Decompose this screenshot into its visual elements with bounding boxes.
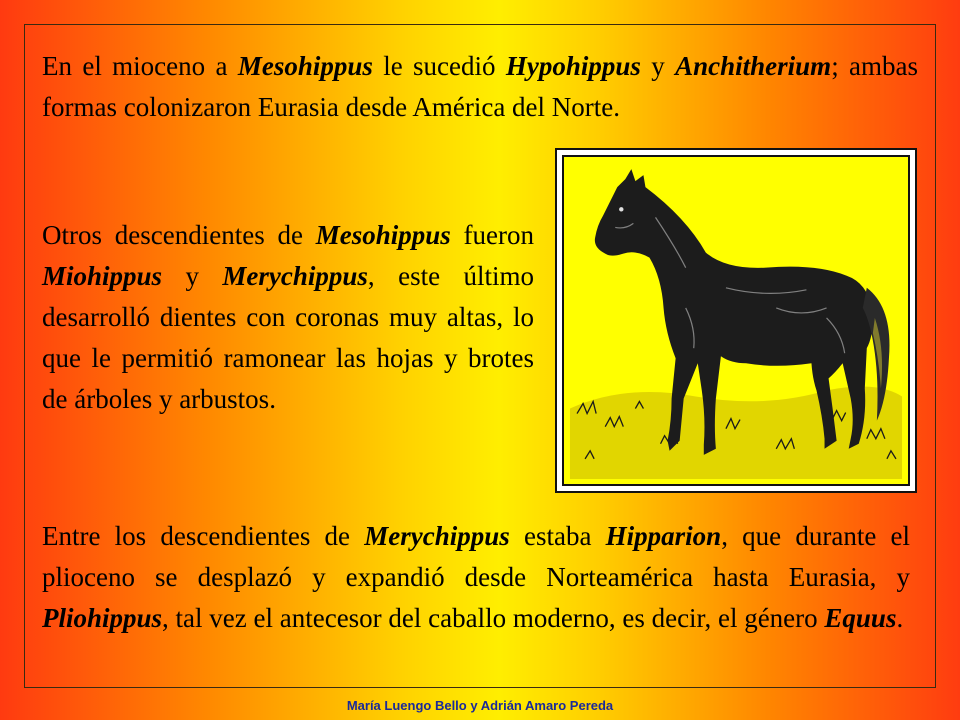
genus-name: Anchitherium xyxy=(675,51,832,81)
text-run: . xyxy=(896,603,904,633)
author-credit: María Luengo Bello y Adrián Amaro Pereda xyxy=(346,698,614,713)
paragraph-hipparion xyxy=(42,516,910,639)
text-run: le sucedió xyxy=(372,51,506,81)
paragraph-descendientes xyxy=(42,215,534,420)
text-run: , tal vez el antecesor del caballo moderno, es decir, el género xyxy=(162,603,825,633)
horse-drawing xyxy=(564,157,908,484)
genus-name: Mesohippus xyxy=(237,51,373,81)
genus-name: Hipparion xyxy=(605,521,722,551)
horse-illustration xyxy=(555,148,917,493)
paragraph-mioceno xyxy=(42,46,918,128)
genus-name: Hypohippus xyxy=(505,51,641,81)
text-run: Otros descendientes de xyxy=(42,220,316,250)
genus-name: Pliohippus xyxy=(42,603,163,633)
text-run: fueron xyxy=(450,220,534,250)
text-run: y xyxy=(162,261,223,291)
genus-name: Mesohippus xyxy=(315,220,451,250)
text-run: ; ambas formas colonizaron Eurasia desde América del Norte. xyxy=(42,51,919,122)
text-run: , que durante el plioceno se desplazó y expandió desde Norteamérica hasta Eurasia, y xyxy=(42,521,910,592)
genus-name: Miohippus xyxy=(42,261,163,291)
text-run: y xyxy=(640,51,676,81)
genus-name: Merychippus xyxy=(364,521,510,551)
text-run: , este último desarrolló dientes con coronas muy altas, lo que le permitió ramonear las hojas y brotes de árboles y arbustos. xyxy=(42,261,534,414)
text-run: En el mioceno a xyxy=(42,51,238,81)
text-run: Entre los descendientes de xyxy=(42,521,365,551)
genus-name: Equus xyxy=(824,603,897,633)
horse-illustration-canvas xyxy=(562,155,910,486)
text-run: estaba xyxy=(509,521,606,551)
genus-name: Merychippus xyxy=(222,261,368,291)
